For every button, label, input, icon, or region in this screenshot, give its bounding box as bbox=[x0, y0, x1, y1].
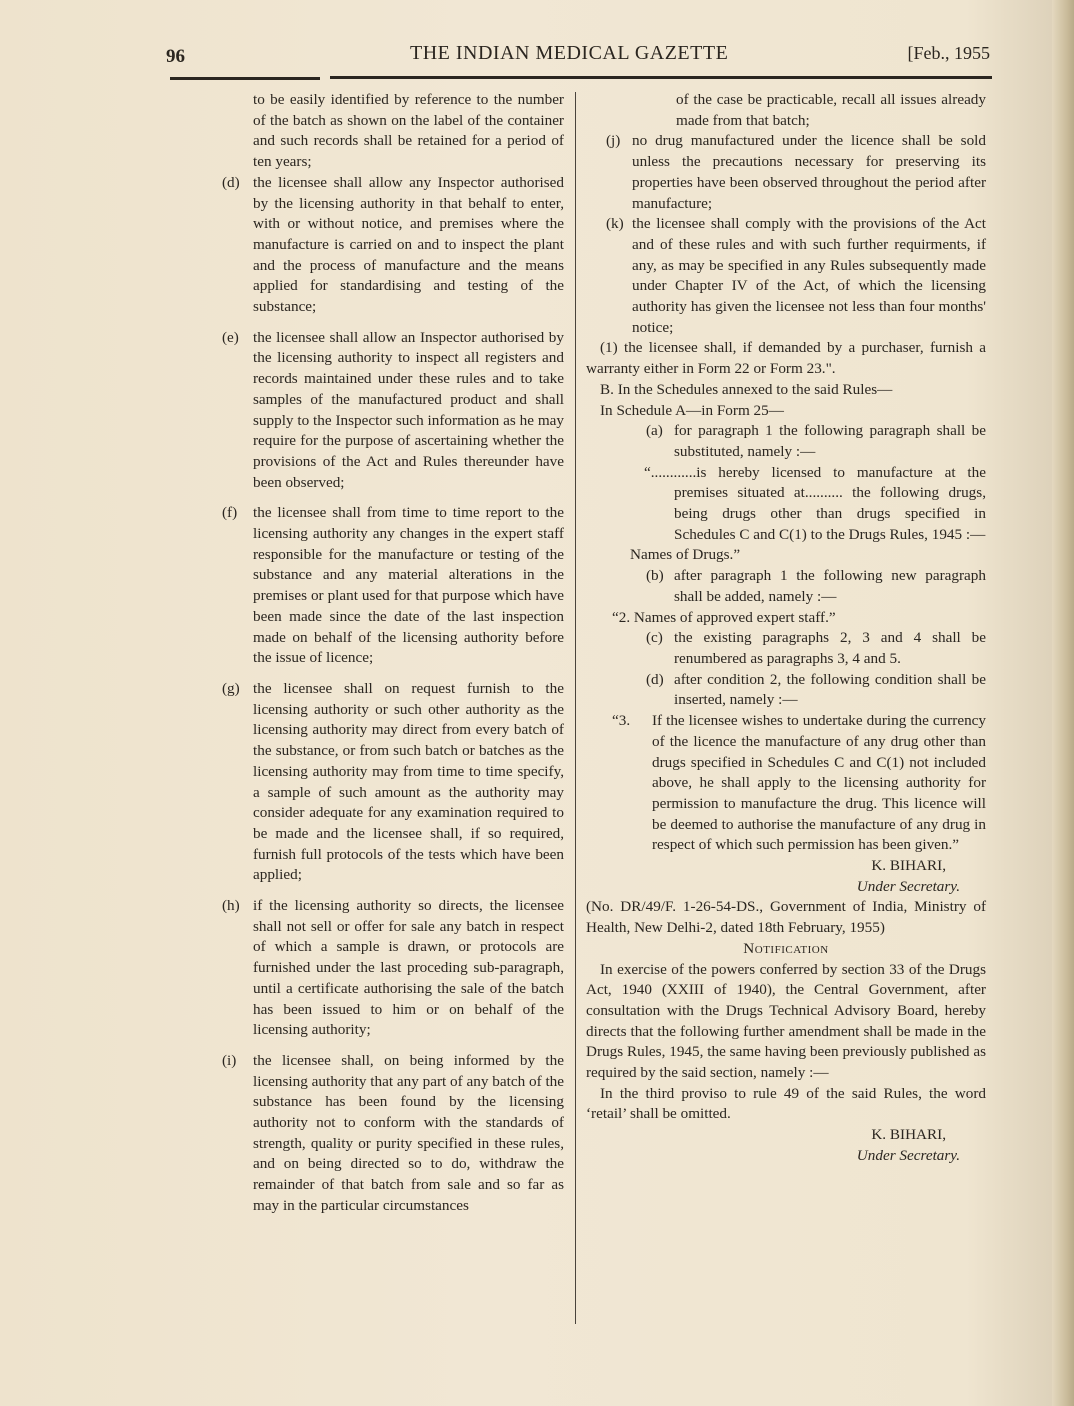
clause-f bbox=[222, 503, 564, 669]
clause-e bbox=[222, 328, 564, 494]
form-para-c bbox=[586, 628, 986, 669]
para-label: (a) bbox=[646, 422, 663, 440]
clause-text: the licensee shall allow an Inspector authorised by the licensing authority to inspect all registers and records maintained under these rules and to take samples of the manufactured product and shall supply to the Inspector such information as he may require for the purpose of ascertaining whether the provisions of the Act and Rules thereunder have been observed; bbox=[253, 328, 564, 491]
clause-l: (1) the licensee shall, if demanded by a purchaser, furnish a warranty either in Form 22 or Form 23.". bbox=[586, 339, 986, 378]
signatory-name: K. BIHARI, bbox=[871, 857, 946, 875]
expert-staff-quote: “2. Names of approved expert staff.” bbox=[612, 608, 836, 626]
clause-label: (h) bbox=[222, 897, 240, 915]
header-rule-left bbox=[170, 77, 320, 80]
notification-heading: Notification bbox=[743, 939, 829, 957]
right-column bbox=[586, 90, 986, 1167]
clause-k bbox=[586, 214, 986, 338]
clause-text: the licensee shall on request furnish to the licensing authority or such other authority as the licensing authority may direct from every batch of the substance, or from such batch or batches as the licensing authority may from time to time specify, a sample of such amount as the authority may consider adequate for any examination required to be made and the licensee shall, if so required, furnish full protocols of the tests which have been applied; bbox=[253, 679, 564, 884]
clause-text: the licensee shall comply with the provisions of the Act and of these rules and with such further requirments, if any, as may be specified in any Rules subsequently made under Chapter IV of the Act, of which the licensing authority has given the licensee not less than four months' notice; bbox=[632, 215, 986, 336]
clause-c-continuation: to be easily identified by reference to the number of the batch as shown on the label of the container and such records shall be retained for a period of ten years; bbox=[253, 91, 564, 171]
clause-h bbox=[222, 896, 564, 1041]
left-column bbox=[222, 90, 564, 1227]
clause-text: if the licensing authority so directs, the licensee shall not sell or offer for sale any batch in respect of which a sample is drawn, or protocols are furnished under the last proceding sub-paragraph, until a certificate authorising the sale of the batch has been issued to him or on behalf of the licensing authority; bbox=[253, 897, 564, 1039]
page-number: 96 bbox=[166, 46, 185, 67]
licence-quote: “............is hereby licensed to manufacture at the premises situated at.......... the following drugs, being drugs other than drugs specified in Schedules C and C(1) to the Drugs Rules, 1945 :— bbox=[644, 463, 986, 543]
page-edge bbox=[1052, 0, 1074, 1406]
clause-label: (d) bbox=[222, 173, 240, 191]
header-rule-right bbox=[330, 76, 992, 79]
column-divider bbox=[575, 92, 576, 1324]
para-text: after condition 2, the following condition shall be inserted, namely :— bbox=[674, 670, 986, 709]
clause-j bbox=[586, 131, 986, 214]
notification-reference: (No. DR/49/F. 1-26-54-DS., Government of India, Ministry of Health, New Delhi-2, dated 18th February, 1955) bbox=[586, 898, 986, 937]
para-text: after paragraph 1 the following new paragraph shall be added, namely :— bbox=[674, 567, 986, 605]
signatory-title: Under Secretary. bbox=[856, 877, 960, 895]
issue-date: [Feb., 1955 bbox=[907, 43, 990, 63]
para-label: (b) bbox=[646, 567, 664, 585]
clause-text: the licensee shall, on being informed by the licensing authority that any part of any batch of the substance has been found by the licensing authority not to conform with the standards of strength, quality or purity specified in these rules, and on being directed so to do, withdraw the remainder of that batch from sale and so far as may in the particular circumstances bbox=[253, 1051, 564, 1214]
clause-i-continuation: of the case be practicable, recall all issues already made from that batch; bbox=[676, 91, 986, 129]
names-of-drugs: Names of Drugs.” bbox=[630, 546, 741, 564]
para-text: the existing paragraphs 2, 3 and 4 shall be renumbered as paragraphs 3, 4 and 5. bbox=[674, 629, 986, 667]
clause-text: the licensee shall allow any Inspector authorised by the licensing authority in that behalf to enter, with or without notice, and premises where the manufacture is carried on and to inspect the plant and the process of manufacture and the means applied for standardising and testing of the substance; bbox=[253, 173, 564, 316]
clause-label: (f) bbox=[222, 504, 238, 522]
clause-d bbox=[222, 173, 564, 318]
clause-label: (k) bbox=[606, 215, 624, 233]
notification-paragraph: In exercise of the powers conferred by section 33 of the Drugs Act, 1940 (XXIII of 1940), the Central Government, after consultation with the Drugs Technical Advisory Board, hereby directs that the following further amendment shall be made in the Drugs Rules, 1945, the same having been previously published as required by the said section, namely :— bbox=[586, 960, 986, 1082]
para-text: for paragraph 1 the following paragraph shall be substituted, namely :— bbox=[674, 422, 986, 460]
clause-label: (i) bbox=[222, 1051, 237, 1069]
schedules-intro: B. In the Schedules annexed to the said Rules— bbox=[600, 380, 893, 398]
clause-label: (j) bbox=[606, 132, 621, 150]
condition-text: If the licensee wishes to undertake during the currency of the licence the manufacture of any drug other than drugs specified in Schedules C and C(1) not included above, he shall apply to the licensing authority for permission to manufacture the drug. This licence will be deemed to authorise the manufacture of any drug in respect of which such permission has been given.” bbox=[652, 712, 986, 854]
para-label: (c) bbox=[646, 629, 663, 647]
signatory-name: K. BIHARI, bbox=[871, 1126, 946, 1144]
condition-label: “3. bbox=[612, 712, 631, 730]
clause-i bbox=[222, 1051, 564, 1217]
para-label: (d) bbox=[646, 670, 664, 688]
page-header bbox=[160, 40, 990, 80]
form-para-d bbox=[586, 670, 986, 711]
schedule-a-heading: In Schedule A—in Form 25— bbox=[600, 401, 784, 419]
signatory-title: Under Secretary. bbox=[856, 1146, 960, 1164]
journal-title: THE INDIAN MEDICAL GAZETTE bbox=[410, 42, 729, 64]
clause-text: the licensee shall from time to time report to the licensing authority any changes in the expert staff responsible for the manufacture or testing of the substance and any material alterations in the premises or plant used for that purpose which have been made since the date of the last inspection made on behalf of the licensing authority before the issue of licence; bbox=[253, 504, 564, 667]
form-para-a bbox=[586, 421, 986, 462]
condition-3-quote bbox=[586, 711, 986, 856]
clause-g bbox=[222, 679, 564, 886]
clause-text: no drug manufactured under the licence shall be sold unless the precautions necessary for preserving its properties have been observed throughout the period after manufacture; bbox=[632, 132, 986, 212]
form-para-b bbox=[586, 566, 986, 607]
clause-label: (e) bbox=[222, 328, 239, 346]
notification-amendment: In the third proviso to rule 49 of the said Rules, the word ‘retail’ shall be omitted. bbox=[586, 1084, 986, 1123]
clause-label: (g) bbox=[222, 679, 240, 697]
